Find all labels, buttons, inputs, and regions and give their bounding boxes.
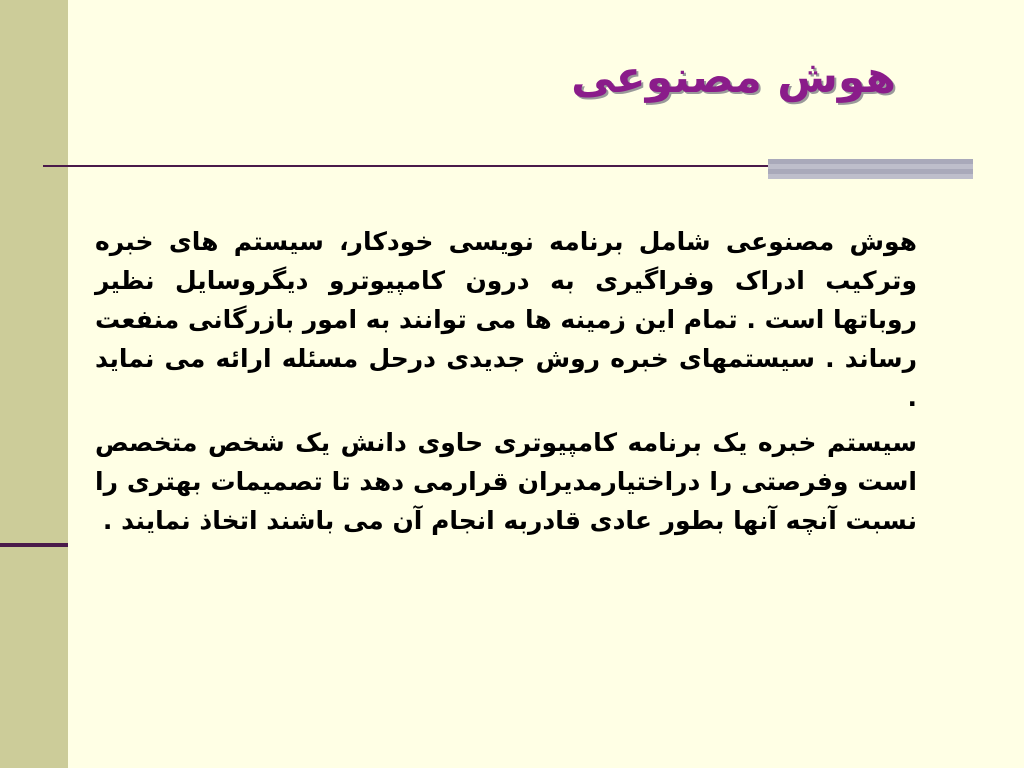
- slide-title: هوش مصنوعی: [571, 52, 896, 103]
- title-divider-block: [768, 159, 973, 179]
- body-paragraph-2: سیستم خبره یک برنامه کامپیوتری حاوی دانش یک شخص متخصص است وفرصتی را دراختیارمدیران قرارمی دهد تا تصمیمات بهتری را نسبت آنچه آنها بطور عادی قادربه انجام آن می باشند اتخاذ نمایند .: [95, 428, 917, 535]
- slide-body: [95, 222, 917, 546]
- left-band-accent-line: [0, 543, 68, 547]
- left-decorative-band: [0, 0, 68, 768]
- body-paragraph-1: هوش مصنوعی شامل برنامه نویسی خودکار، سیستم های خبره وترکیب ادراک وفراگیری به درون کامپیوترو دیگروسایل نظیر روباتها است . تمام این زمینه ها می توانند به امور بازرگانی منفعت رساند . سیستمهای خبره روش جدیدی درحل مسئله ارائه می نماید .: [95, 227, 917, 412]
